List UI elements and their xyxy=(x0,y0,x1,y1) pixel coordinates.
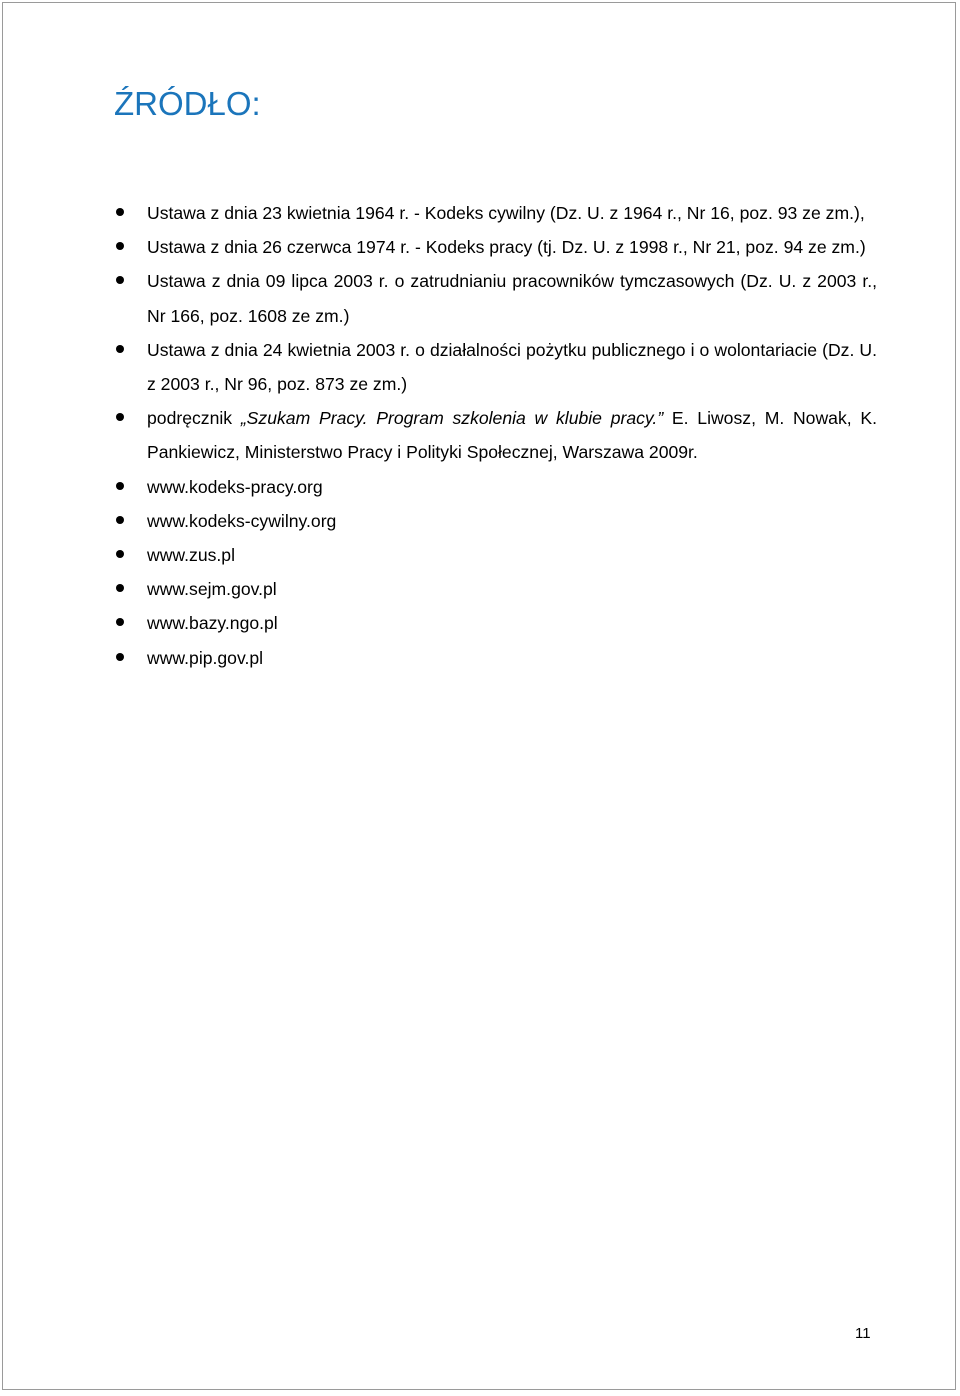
list-item-text: Ustawa z dnia 09 lipca 2003 r. o zatrudnianiu pracowników tymczasowych (Dz. U. z 2003 r., Nr 166, poz. 1608 ze zm.) xyxy=(147,271,877,326)
website-link[interactable]: www.kodeks-pracy.org xyxy=(147,476,323,497)
website-link[interactable]: www.bazy.ngo.pl xyxy=(147,613,278,634)
bullet-icon xyxy=(116,516,124,524)
list-item xyxy=(113,196,877,230)
list-item-text: Ustawa z dnia 23 kwietnia 1964 r. - Kodeks cywilny (Dz. U. z 1964 r., Nr 16, poz. 93 ze zm.), xyxy=(147,203,865,223)
list-item xyxy=(113,264,877,332)
bullet-icon xyxy=(116,276,124,284)
bullet-icon xyxy=(116,413,124,421)
list-item xyxy=(113,572,877,606)
list-item xyxy=(113,606,877,640)
list-item-suffix: E. Liwosz, M. Nowak, K. Pankiewicz, Ministerstwo Pracy i Polityki Społecznej, Warszawa 2009r. xyxy=(147,408,878,463)
bullet-icon xyxy=(116,208,124,216)
list-item-book-title: „Szukam Pracy. Program szkolenia w klubie pracy.” xyxy=(240,408,664,429)
bullet-icon xyxy=(116,653,124,661)
bullet-icon xyxy=(116,550,124,558)
bullet-icon xyxy=(116,242,124,250)
website-link[interactable]: www.zus.pl xyxy=(147,545,235,566)
bullet-icon xyxy=(116,618,124,626)
bullet-icon xyxy=(116,345,124,353)
list-item xyxy=(113,401,877,469)
bullet-icon xyxy=(116,584,124,592)
page-number: 11 xyxy=(855,1325,871,1342)
website-link[interactable]: www.pip.gov.pl xyxy=(147,647,264,668)
list-item-text: Ustawa z dnia 24 kwietnia 2003 r. o działalności pożytku publicznego i o wolontariacie (Dz. U. z 2003 r., Nr 96, poz. 873 ze zm.) xyxy=(147,339,877,395)
list-item-prefix: podręcznik xyxy=(147,408,241,429)
website-link[interactable]: www.sejm.gov.pl xyxy=(147,579,277,600)
page-heading: ŹRÓDŁO: xyxy=(114,85,261,122)
list-item xyxy=(113,230,877,264)
list-item xyxy=(113,504,877,538)
sources-list xyxy=(113,196,877,675)
list-item xyxy=(113,538,877,572)
list-item xyxy=(113,333,877,401)
bullet-icon xyxy=(116,482,124,490)
list-item xyxy=(113,641,877,675)
list-item xyxy=(113,470,877,504)
website-link[interactable]: www.kodeks-cywilny.org xyxy=(147,510,337,531)
list-item-text: Ustawa z dnia 26 czerwca 1974 r. - Kodeks pracy (tj. Dz. U. z 1998 r., Nr 21, poz. 94 ze zm.) xyxy=(147,237,866,258)
